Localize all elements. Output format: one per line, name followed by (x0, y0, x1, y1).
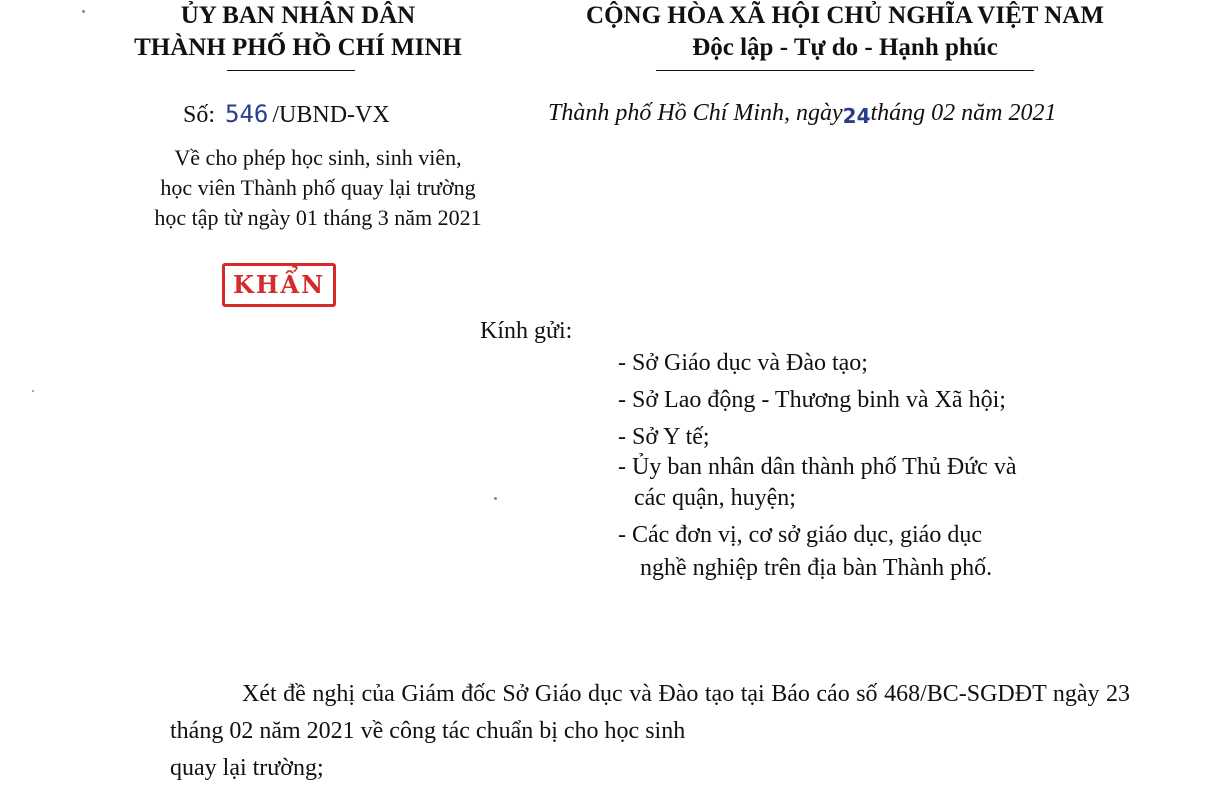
recipient-item-continued: nghề nghiệp trên địa bàn Thành phố. (640, 555, 993, 581)
recipient-item: - Sở Giáo dục và Đào tạo; (618, 350, 868, 376)
body-paragraph-tail: quay lại trường; (170, 755, 324, 781)
body-paragraph (170, 676, 1130, 787)
issuer-underline (227, 70, 355, 71)
recipient-item-continued: các quận, huyện; (634, 485, 796, 511)
recipient-item: - Sở Lao động - Thương binh và Xã hội; (618, 387, 1006, 413)
scan-speck (494, 497, 497, 500)
subject-line1: Về cho phép học sinh, sinh viên, (174, 145, 462, 170)
date-day: 24 (842, 104, 871, 128)
place-and-date (548, 100, 1057, 127)
recipient-item: - Các đơn vị, cơ sở giáo dục, giáo dục (618, 522, 982, 548)
urgent-stamp: KHẨN (222, 263, 336, 307)
recipient-item: - Sở Y tế; (618, 424, 710, 450)
date-after-day: tháng 02 năm 2021 (870, 100, 1057, 126)
national-motto: Độc lập - Tự do - Hạnh phúc (692, 34, 998, 61)
subject-line2: học viên Thành phố quay lại trường (160, 175, 476, 200)
scan-speck (82, 10, 85, 13)
subject-line3: học tập từ ngày 01 tháng 3 năm 2021 (154, 205, 482, 230)
greeting: Kính gửi: (480, 318, 573, 344)
doc-number-suffix: /UBND-VX (272, 102, 390, 128)
body-paragraph-main: Xét đề nghị của Giám đốc Sở Giáo dục và Đào tạo tại Báo cáo số 468/BC-SGDĐT ngày 23 tháng 02 năm 2021 về công tác chuẩn bị cho học sinh (170, 681, 1130, 744)
issuer-name-line2: THÀNH PHỐ HỒ CHÍ MINH (134, 34, 462, 61)
issuer-name-line1: ỦY BAN NHÂN DÂN (180, 2, 416, 29)
scan-speck (32, 390, 34, 392)
recipient-item: - Ủy ban nhân dân thành phố Thủ Đức và (618, 454, 1017, 480)
doc-number-value: 546 (225, 100, 269, 128)
motto-underline (656, 70, 1034, 71)
document-number (183, 100, 390, 129)
date-before-day: Thành phố Hồ Chí Minh, ngày (548, 100, 843, 126)
doc-number-prefix: Số: (183, 102, 216, 128)
national-title: CỘNG HÒA XÃ HỘI CHỦ NGHĨA VIỆT NAM (586, 2, 1104, 29)
